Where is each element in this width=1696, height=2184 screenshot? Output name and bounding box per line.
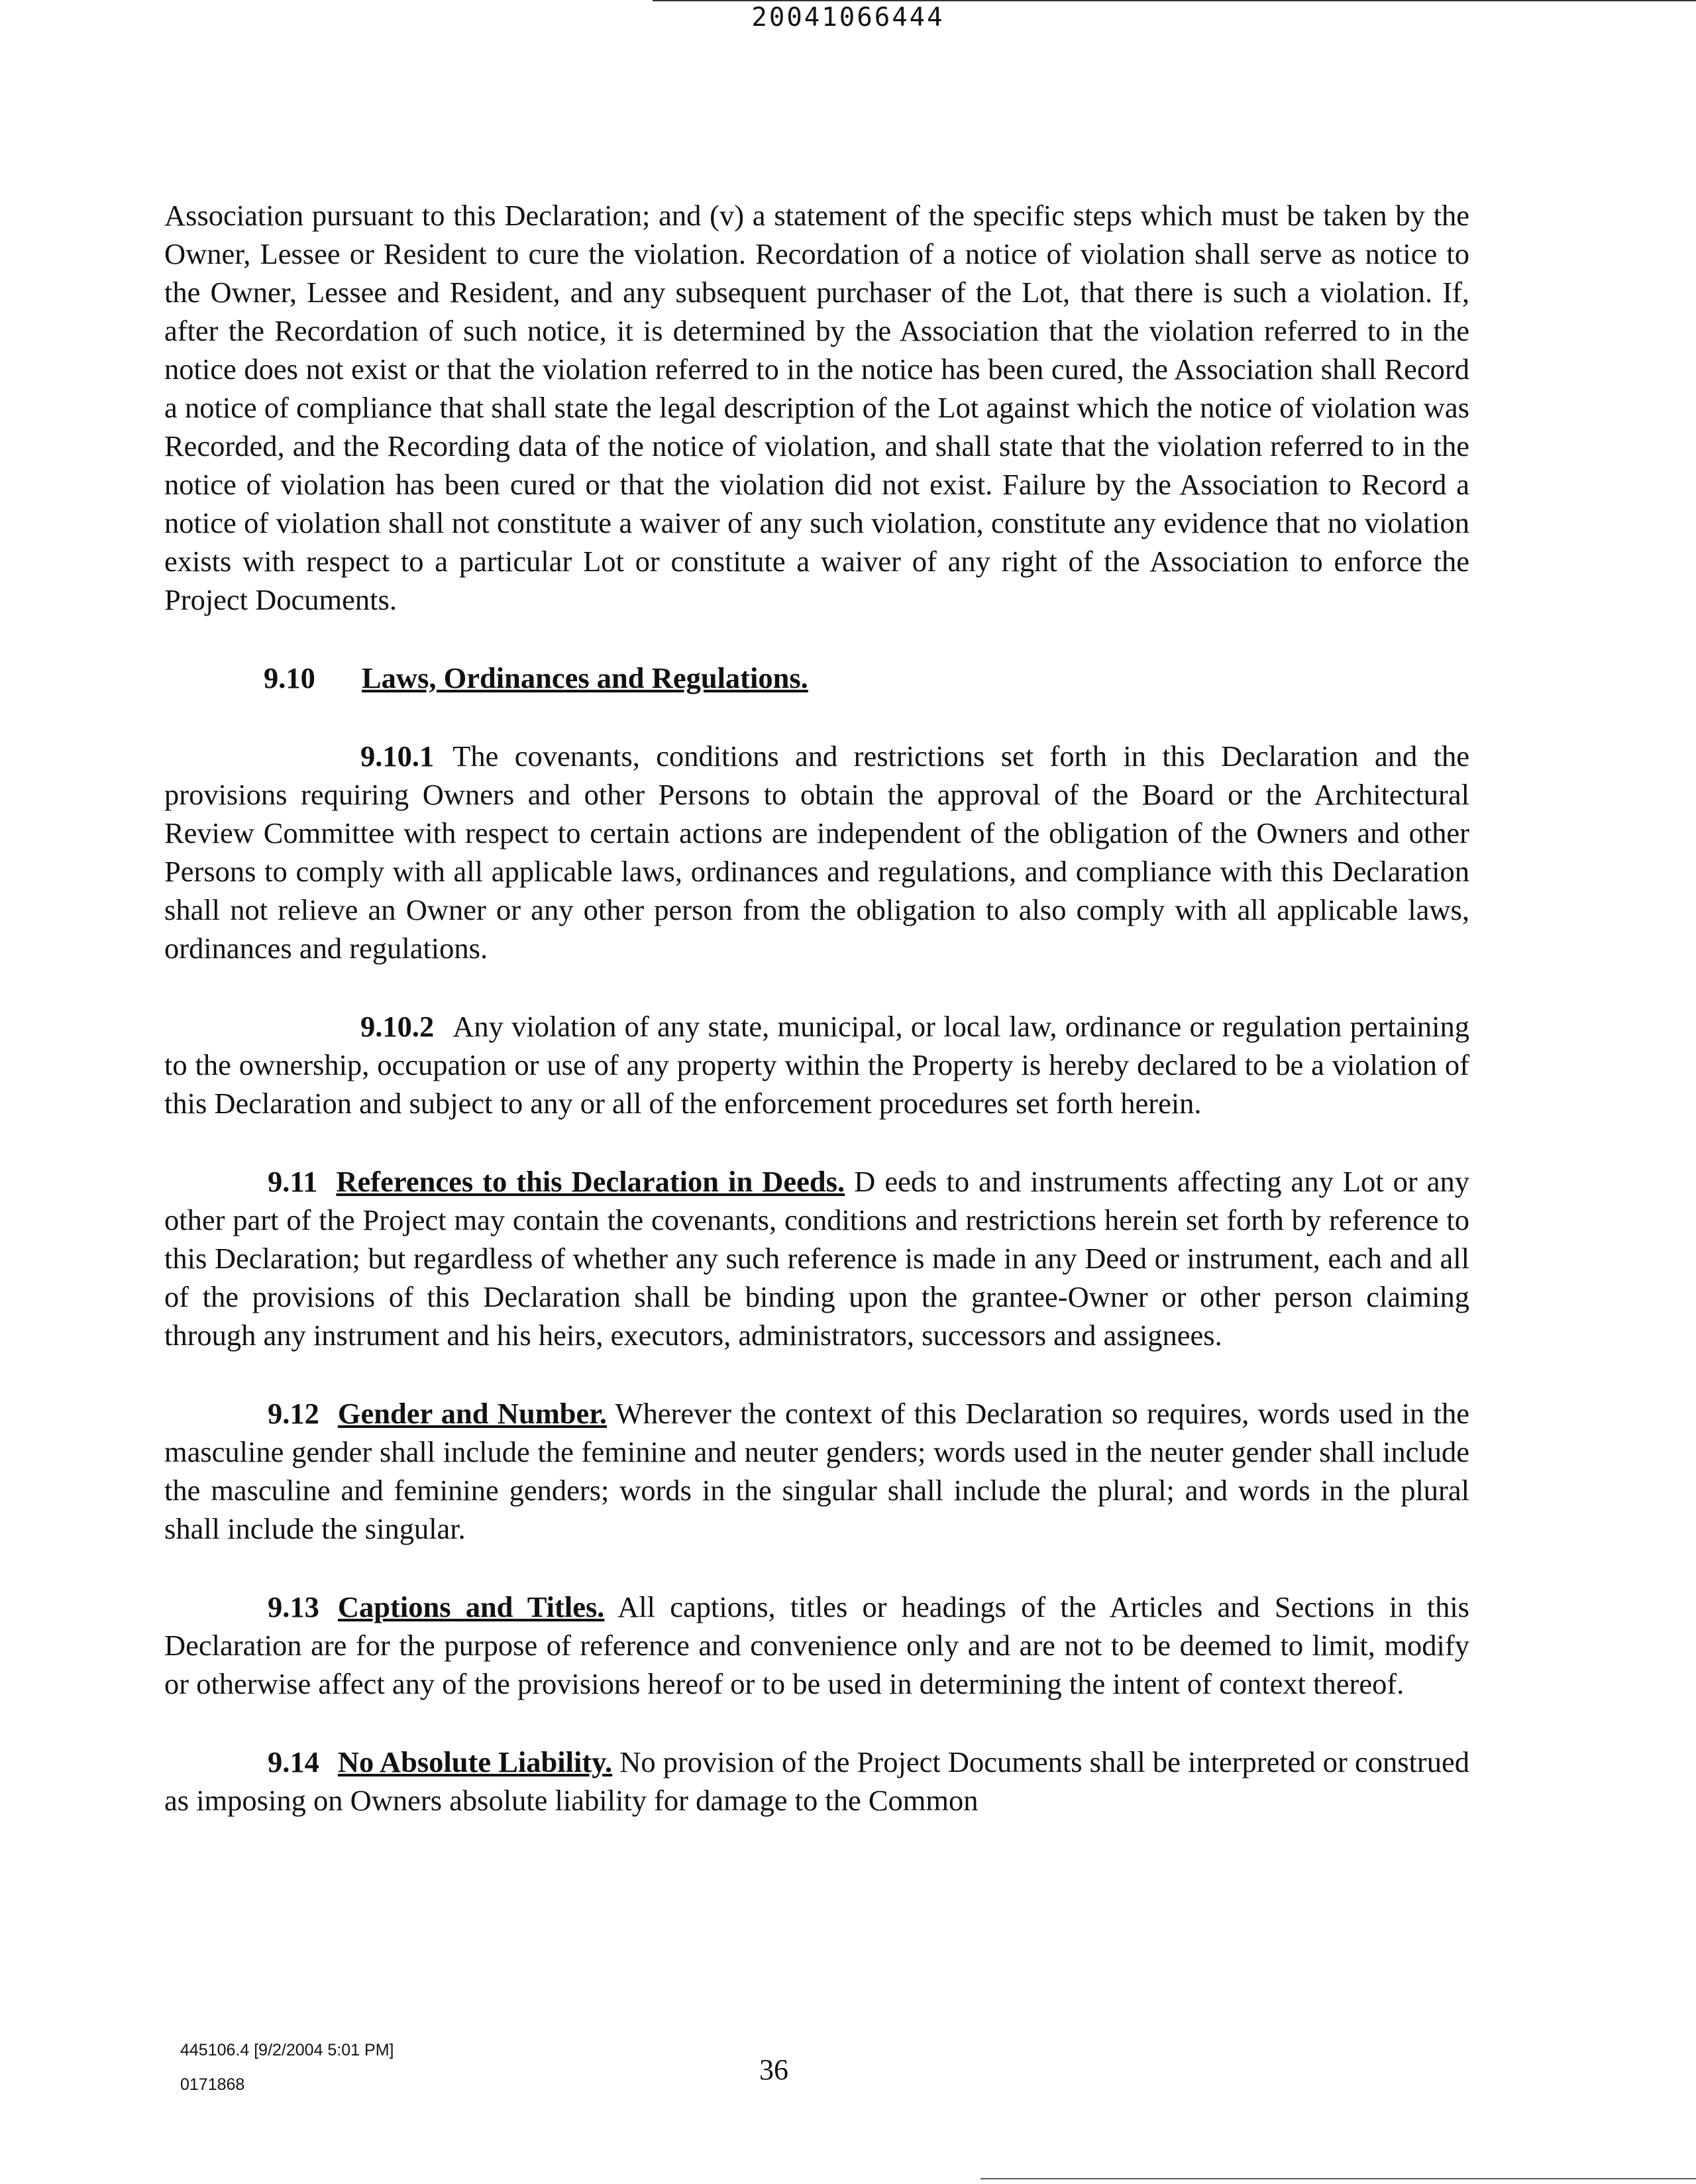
subsection-number: 9.10.1 bbox=[360, 739, 435, 773]
section-title: References to this Declaration in Deeds. bbox=[336, 1165, 845, 1198]
section-text: All captions, titles or headings of the Articles and Sections in this Declaration are for the purpose of reference and convenience only and are not to be deemed to limit, modify or otherwise affect any of the provisions hereof or to be used in determining the intent of context thereof. bbox=[164, 1590, 1469, 1700]
top-rule bbox=[653, 0, 1696, 1]
subsection-text: The covenants, conditions and restrictions set forth in this Declaration and the provisions requiring Owners and other Persons to obtain the approval of the Board or the Architectural Review Committee with respect to certain actions are independent of the obligation of the Owners and other Persons to comply with all applicable laws, ordinances and regulations, and compliance with this Declaration shall not relieve an Owner or any other person from the obligation to also comply with all applicable laws, ordinances and regulations. bbox=[164, 739, 1469, 965]
section-9-10-2 bbox=[164, 1007, 1469, 1122]
page-number: 36 bbox=[759, 2053, 788, 2086]
section-number: 9.12 bbox=[268, 1397, 319, 1430]
section-number: 9.14 bbox=[268, 1745, 319, 1778]
section-9-10-heading bbox=[164, 659, 1469, 697]
section-title: Captions and Titles. bbox=[337, 1590, 605, 1623]
section-9-12 bbox=[164, 1394, 1469, 1548]
section-text: No provision of the Project Documents shall be interpreted or construed as imposing on Owners absolute liability for damage to the Common bbox=[164, 1745, 1470, 1817]
section-title: Gender and Number. bbox=[337, 1397, 608, 1430]
section-number: 9.10 bbox=[264, 661, 315, 694]
paragraph-continued: Association pursuant to this Declaration; and (v) a statement of the specific steps which must be taken by the Owner, Lessee or Resident to cure the violation. Recordation of a notice of violation shall serve as notice to the Owner, Lessee and Resident, and any subsequent purchaser of the Lot, that there is such a violation. If, after the Recordation of such notice, it is determined by the Association that the violation referred to in the notice does not exist or that the violation referred to in the notice has been cured, the Association shall Record a notice of compliance that shall state the legal description of the Lot against which the notice of violation was Recorded, and the Recording data of the notice of violation, and shall state that the violation referred to in the notice of violation has been cured or that the violation did not exist. Failure by the Association to Record a notice of violation shall not constitute a waiver of any such violation, constitute any evidence that no violation exists with respect to a particular Lot or constitute a waiver of any right of the Association to enforce the Project Documents. bbox=[164, 199, 1469, 616]
document-body bbox=[164, 196, 1469, 1820]
subsection-number: 9.10.2 bbox=[360, 1010, 435, 1043]
document-number: 20041066444 bbox=[751, 3, 945, 32]
section-title: Laws, Ordinances and Regulations. bbox=[362, 661, 808, 694]
section-number: 9.13 bbox=[268, 1590, 319, 1623]
section-9-10-1 bbox=[164, 737, 1469, 967]
section-number: 9.11 bbox=[268, 1165, 318, 1198]
footer-doc-id: 0171868 bbox=[180, 2075, 245, 2094]
section-text: Wherever the context of this Declaration so requires, words used in the masculine gender shall include the feminine and neuter genders; words used in the neuter gender shall include the masculine and feminine genders; words in the singular shall include the plural; and words in the plural shall include the singular. bbox=[164, 1397, 1469, 1545]
section-title: No Absolute Liability. bbox=[337, 1745, 613, 1778]
footer-references bbox=[180, 2033, 394, 2102]
section-9-14 bbox=[164, 1743, 1469, 1820]
bottom-rule bbox=[980, 2178, 1696, 2179]
footer-doc-ref: 445106.4 [9/2/2004 5:01 PM] bbox=[180, 2041, 394, 2059]
subsection-text: Any violation of any state, municipal, or local law, ordinance or regulation pertaining to the ownership, occupation or use of any property within the Property is hereby declared to be a violation of this Declaration and subject to any or all of the enforcement procedures set forth herein. bbox=[164, 1010, 1469, 1120]
section-9-11 bbox=[164, 1162, 1469, 1354]
section-text: D eeds to and instruments affecting any Lot or any other part of the Project may contain the covenants, conditions and restrictions herein set forth by reference to this Declaration; but regardless of whether any such reference is made in any Deed or instrument, each and all of the provisions of this Declaration shall be binding upon the grantee-Owner or other person claiming through any instrument and his heirs, executors, administrators, successors and assignees. bbox=[164, 1165, 1470, 1352]
section-9-13 bbox=[164, 1588, 1469, 1703]
